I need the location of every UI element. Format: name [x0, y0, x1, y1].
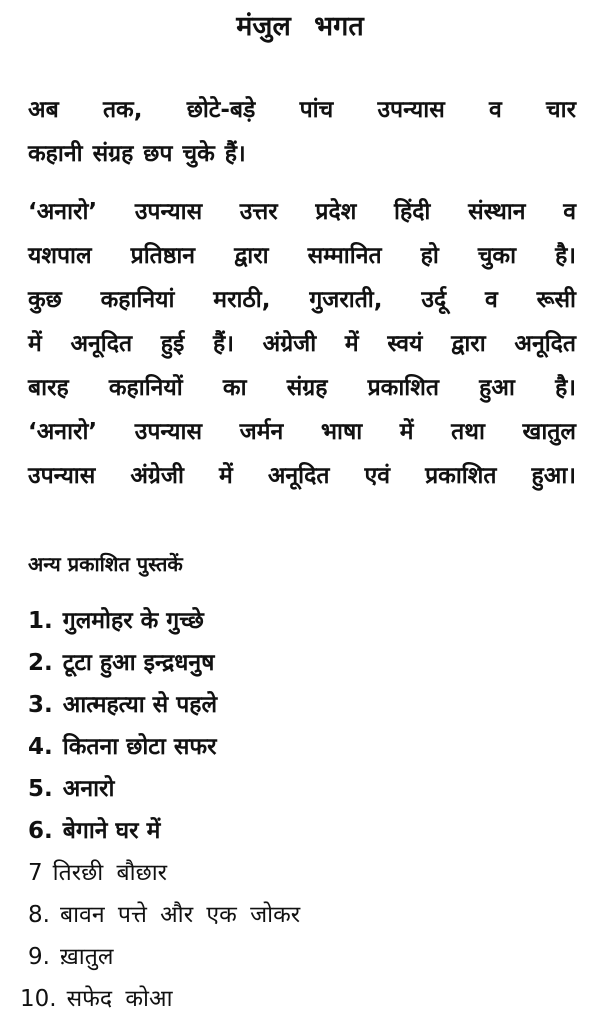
item-number: 6. — [28, 818, 53, 844]
item-number: 10. — [20, 986, 57, 1012]
list-item — [28, 894, 300, 936]
awards-line: ‘अनारो’ उपन्यास जर्मन भाषा में तथा खातुल — [28, 419, 576, 445]
item-number: 2. — [28, 650, 53, 676]
book-title: सफेद कोआ — [66, 986, 173, 1012]
author-name: मंजुल भगत — [236, 11, 364, 42]
bio-line: कहानी संग्रह छप चुके हैं। — [28, 141, 246, 167]
list-item — [28, 852, 300, 894]
list-item — [28, 768, 300, 810]
list-item — [28, 600, 300, 642]
book-title: अनारो — [62, 776, 115, 802]
bio-line: अब तक, छोटे-बड़े पांच उपन्यास व चार — [28, 97, 576, 123]
item-number: 5. — [28, 776, 53, 802]
list-item — [28, 810, 300, 852]
book-title: कितना छोटा सफर — [62, 734, 217, 760]
awards-line: में अनूदित हुई हैं। अंग्रेजी में स्वयं द्वारा अनूदित — [28, 331, 576, 357]
list-item — [28, 684, 300, 726]
book-title: बावन पत्ते और एक जोकर — [59, 902, 301, 928]
list-item — [20, 978, 300, 1020]
books-heading: अन्य प्रकाशित पुस्तकें — [28, 552, 183, 576]
item-number: 9. — [28, 944, 50, 970]
bio-paragraph — [28, 88, 576, 176]
book-title: बेगाने घर में — [62, 818, 161, 844]
item-number: 7 — [28, 860, 43, 886]
book-title: ख़ातुल — [59, 944, 114, 970]
item-number: 8. — [28, 902, 50, 928]
list-item — [28, 642, 300, 684]
item-number: 4. — [28, 734, 53, 760]
list-item — [28, 936, 300, 978]
item-number: 1. — [28, 608, 53, 634]
book-title: टूटा हुआ इन्द्रधनुष — [62, 650, 215, 676]
awards-line: बारह कहानियों का संग्रह प्रकाशित हुआ है। — [28, 375, 576, 401]
awards-line: यशपाल प्रतिष्ठान द्वारा सम्मानित हो चुका है। — [28, 243, 576, 269]
book-title: गुलमोहर के गुच्छे — [62, 608, 204, 634]
item-number: 3. — [28, 692, 53, 718]
awards-line: ‘अनारो’ उपन्यास उत्तर प्रदेश हिंदी संस्थान व — [28, 199, 576, 225]
awards-paragraph — [28, 190, 576, 498]
book-title: तिरछी बौछार — [52, 860, 168, 886]
books-list — [20, 600, 301, 1020]
awards-line: उपन्यास अंग्रेजी में अनूदित एवं प्रकाशित हुआ। — [28, 463, 576, 489]
list-item — [28, 726, 300, 768]
awards-line: कुछ कहानियां मराठी, गुजराती, उर्दू व रूसी — [28, 287, 576, 313]
book-title: आत्महत्या से पहले — [62, 692, 218, 718]
